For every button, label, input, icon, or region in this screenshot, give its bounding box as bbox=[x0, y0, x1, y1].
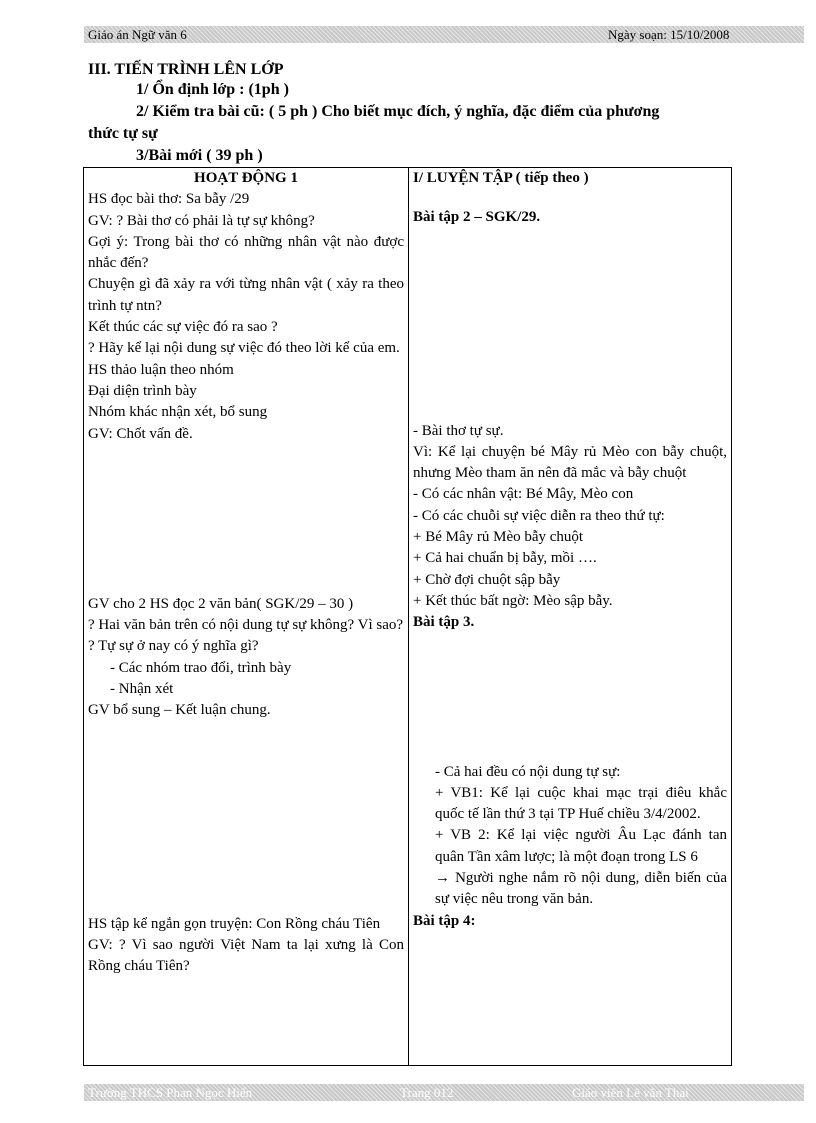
left-line-5: Kết thúc các sự việc đó ra sao ? bbox=[88, 319, 278, 336]
footer-bar bbox=[84, 1084, 804, 1101]
right-line-10: + VB1: Kể lại cuộc khai mạc trại điêu khắc quốc tế lần thứ 3 tại TP Huế chiều 3/4/2002. bbox=[435, 784, 727, 823]
left-line-16: GV bổ sung – Kết luận chung. bbox=[88, 702, 271, 719]
left-line-9: Nhóm khác nhận xét, bổ sung bbox=[88, 404, 268, 421]
left-line-18: GV: ? Vì sao người Việt Nam ta lại xưng là Con Rồng cháu Tiên? bbox=[88, 936, 404, 975]
right-line-11: + VB 2: Kể lại việc người Âu Lạc đánh tan quân Tần xâm lược; là một đoạn trong LS 6 bbox=[435, 827, 727, 865]
section-heading: III. TIẾN TRÌNH LÊN LỚP bbox=[88, 61, 284, 78]
left-line-2: GV: ? Bài thơ có phải là tự sự không? bbox=[88, 212, 315, 229]
exercise-3-title: Bài tập 3. bbox=[413, 614, 475, 631]
left-line-10: GV: Chốt vấn đề. bbox=[88, 425, 193, 442]
content-column bbox=[409, 168, 732, 1066]
exercise-4-title: Bài tập 4: bbox=[413, 912, 476, 929]
footer-page: Trang 012 bbox=[400, 1085, 454, 1100]
exercise-2-title: Bài tập 2 – SGK/29. bbox=[413, 209, 541, 226]
item-bai-moi: 3/Bài mới ( 39 ph ) bbox=[136, 147, 263, 164]
right-line-2: Vì: Kể lại chuyện bé Mây rủ Mèo con bẫy chuột, nhưng Mèo tham ăn nên đã mắc và bẫy chuột bbox=[413, 443, 727, 482]
left-line-15: - Nhận xét bbox=[110, 681, 174, 698]
right-line-9: - Cả hai đều có nội dung tự sự: bbox=[435, 763, 621, 780]
left-line-12: ? Hai văn bản trên có nội dung tự sự không? Vì sao? bbox=[88, 617, 404, 634]
activity-title: HOẠT ĐỘNG 1 bbox=[194, 170, 298, 186]
left-line-4: Chuyện gì đã xảy ra với từng nhân vật ( xảy ra theo trình tự ntn? bbox=[88, 276, 404, 314]
header-date: Ngày soạn: 15/10/2008 bbox=[608, 27, 730, 42]
right-line-5: + Bé Mây rủ Mèo bẫy chuột bbox=[413, 529, 584, 546]
lesson-table bbox=[83, 167, 732, 1066]
item-on-dinh-lop: 1/ Ổn định lớp : (1ph ) bbox=[136, 81, 289, 98]
right-line-6: + Cả hai chuẩn bị bẫy, mồi …. bbox=[413, 550, 597, 567]
right-line-8: + Kết thúc bất ngờ: Mèo sập bẫy. bbox=[413, 592, 613, 609]
left-line-3: Gợi ý: Trong bài thơ có những nhân vật nào được nhắc đến? bbox=[88, 233, 404, 272]
item-kiem-tra: 2/ Kiểm tra bài cũ: ( 5 ph ) Cho biết mục đích, ý nghĩa, đặc điểm của phương bbox=[136, 103, 660, 120]
left-line-6: ? Hãy kể lại nội dung sự việc đó theo lời kể của em. bbox=[88, 340, 400, 357]
footer-teacher: Giáo viên Lê văn Thai bbox=[572, 1085, 689, 1100]
left-line-17: HS tập kể ngắn gọn truyện: Con Rồng cháu Tiên bbox=[88, 915, 381, 932]
header-bar bbox=[84, 26, 804, 43]
right-line-7: + Chờ đợi chuột sập bẫy bbox=[413, 571, 561, 588]
header-left: Giáo án Ngữ văn 6 bbox=[88, 27, 187, 42]
practice-title: I/ LUYỆN TẬP ( tiếp theo ) bbox=[413, 170, 589, 186]
left-line-8: Đại diện trình bày bbox=[88, 382, 197, 399]
right-line-3: - Có các nhân vật: Bé Mây, Mèo con bbox=[413, 486, 634, 503]
right-line-12: → Người nghe nắm rõ nội dung, diễn biến của sự việc nêu trong văn bản. bbox=[435, 870, 727, 908]
footer-school: Trường THCS Phan Ngọc Hiển bbox=[88, 1085, 253, 1100]
left-line-11: GV cho 2 HS đọc 2 văn bản( SGK/29 – 30 ) bbox=[88, 595, 354, 612]
left-line-14: - Các nhóm trao đổi, trình bày bbox=[110, 659, 292, 676]
left-line-7: HS thảo luận theo nhóm bbox=[88, 361, 234, 378]
item-kiem-tra-cont: thức tự sự bbox=[88, 125, 158, 142]
right-line-4: - Có các chuỗi sự việc diễn ra theo thứ tự: bbox=[413, 507, 665, 524]
left-line-1: HS đọc bài thơ: Sa bẫy /29 bbox=[88, 191, 250, 208]
activity-column bbox=[84, 168, 409, 1066]
right-line-1: - Bài thơ tự sự. bbox=[413, 422, 504, 439]
left-line-13: ? Tự sự ở nay có ý nghĩa gì? bbox=[88, 638, 259, 655]
